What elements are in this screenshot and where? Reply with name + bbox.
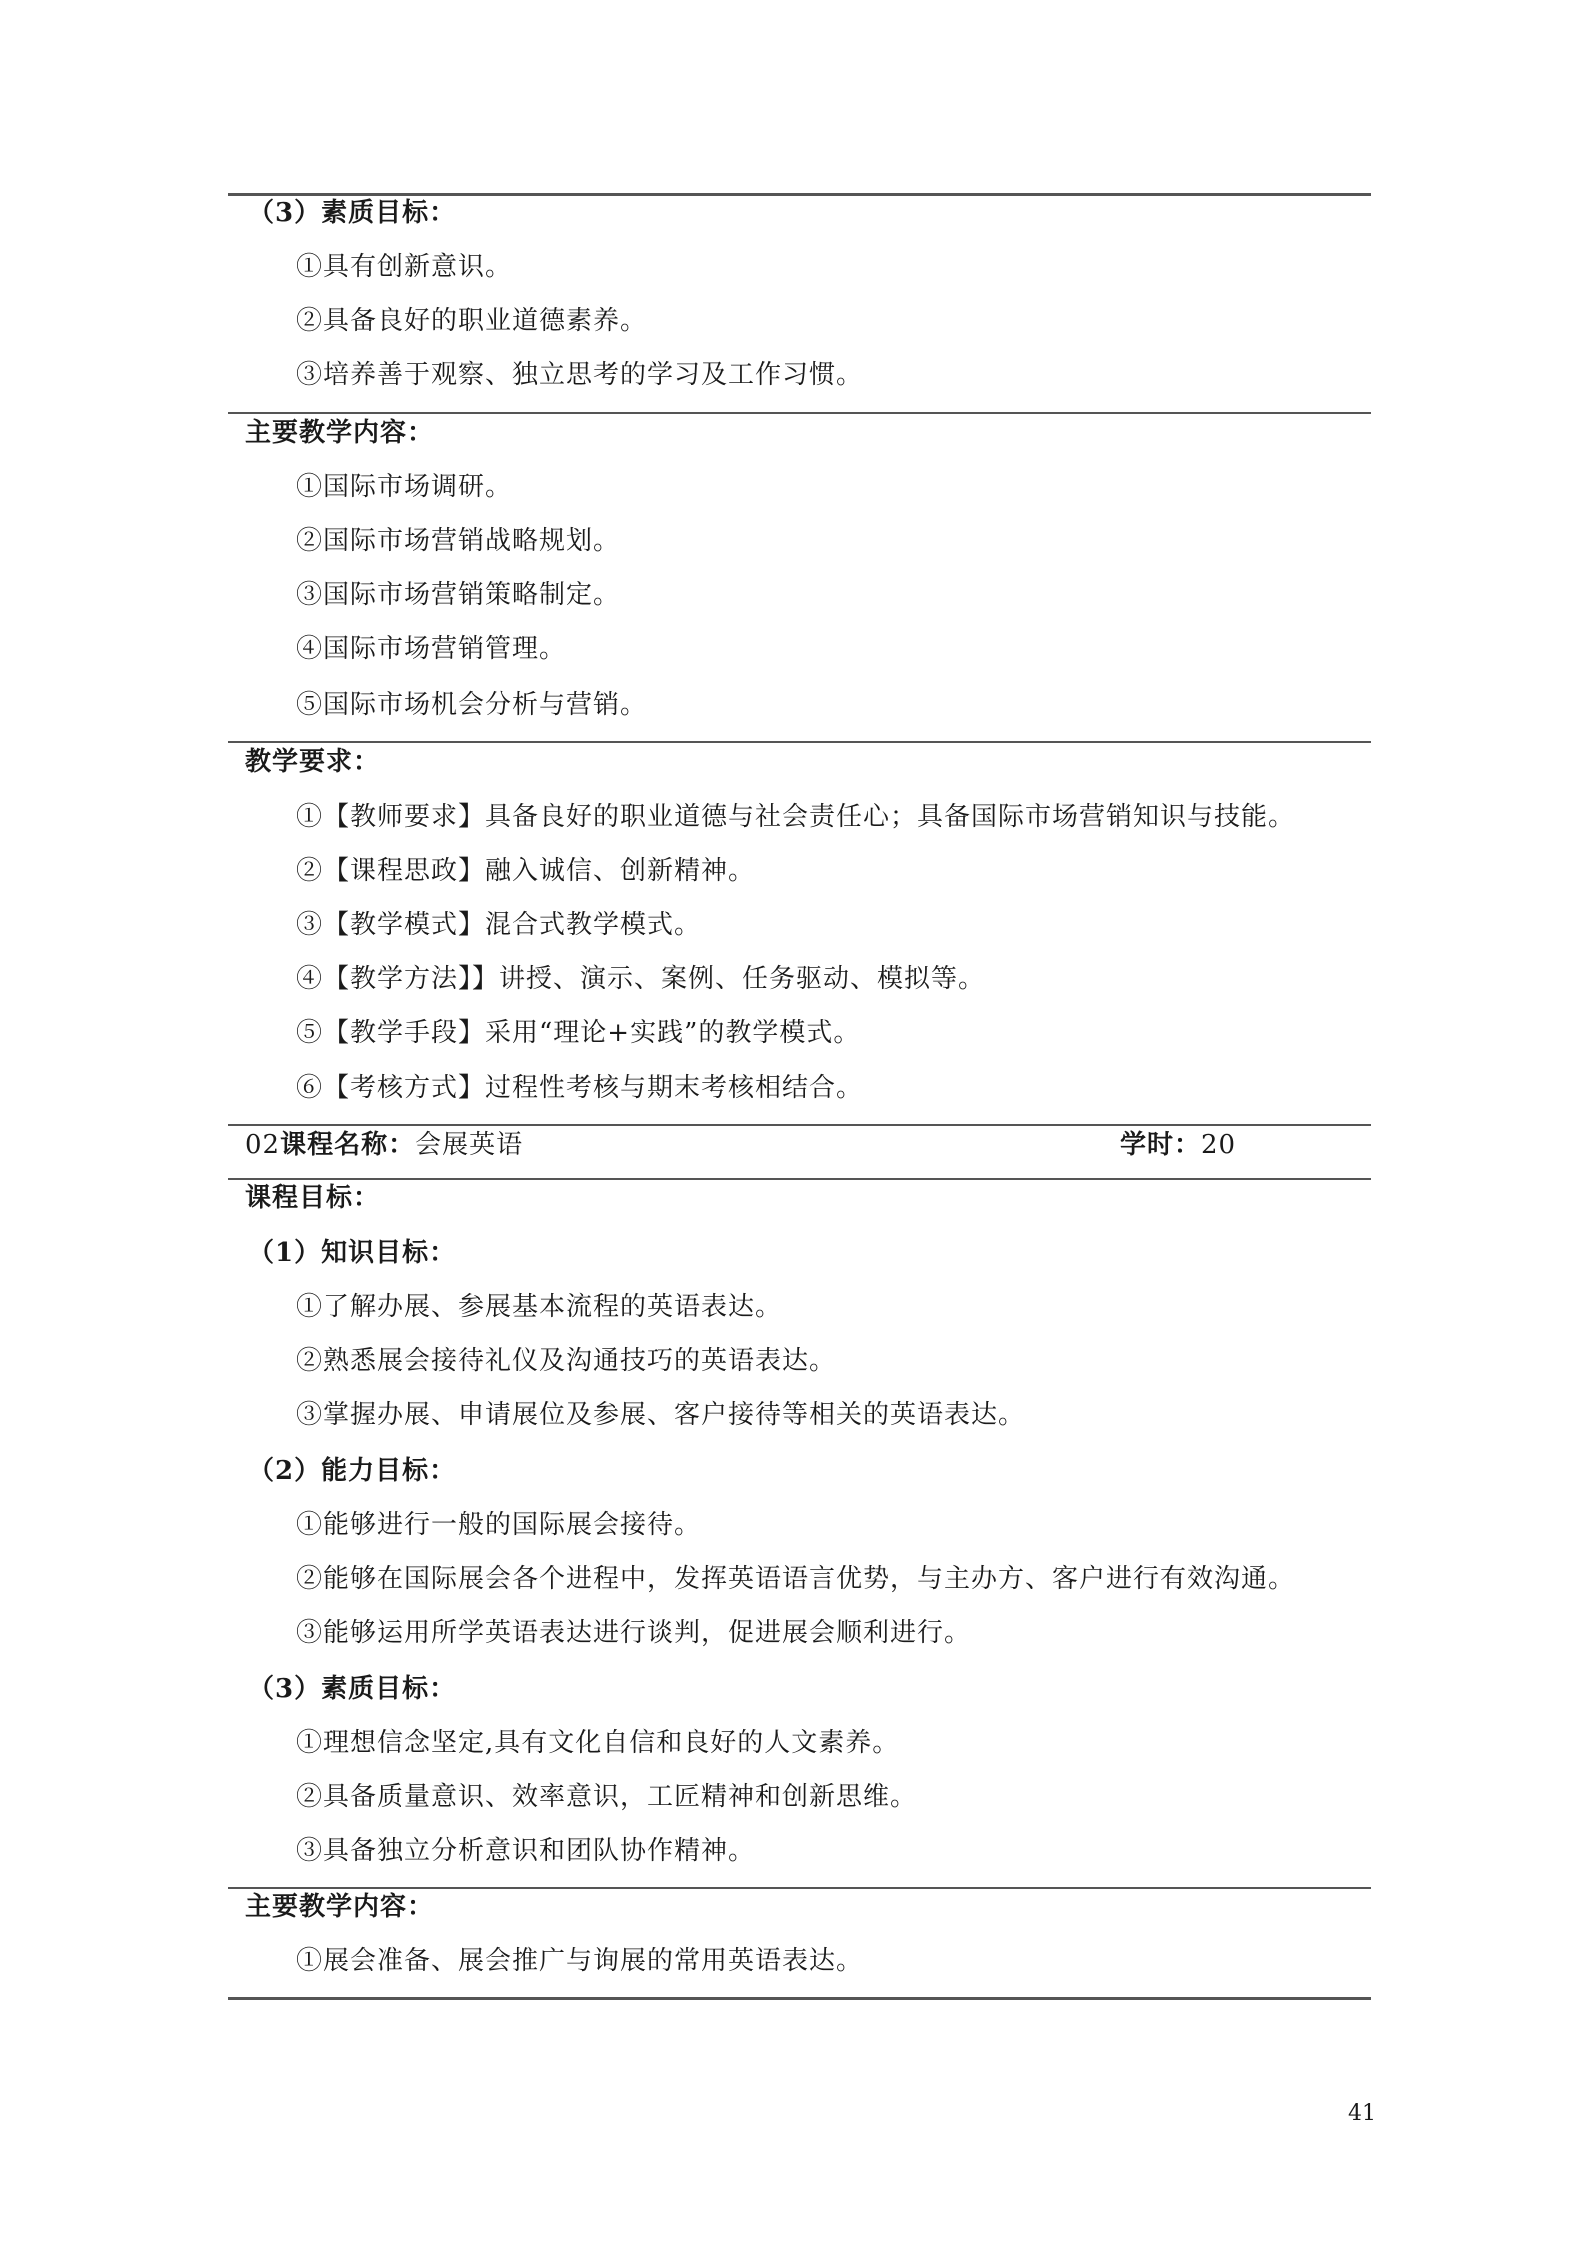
course-name: 会展英语 <box>415 1130 524 1160</box>
list-item: ③具备独立分析意识和团队协作精神。 <box>296 1836 756 1866</box>
page-number: 41 <box>1348 2101 1376 2126</box>
teaching-content-title: 主要教学内容： <box>245 418 435 448</box>
list-item: ①国际市场调研。 <box>296 472 513 502</box>
course-name-label: 课程名称： <box>280 1130 416 1160</box>
list-item: ③能够运用所学英语表达进行谈判，促进展会顺利进行。 <box>296 1618 972 1648</box>
list-item: ⑤国际市场机会分析与营销。 <box>296 690 648 720</box>
course-hours-label: 学时： <box>1120 1130 1202 1160</box>
list-item: ③掌握办展、申请展位及参展、客户接待等相关的英语表达。 <box>296 1400 1026 1430</box>
list-item: ①理想信念坚定,具有文化自信和良好的人文素养。 <box>296 1728 900 1758</box>
list-item: ②能够在国际展会各个进程中，发挥英语语言优势，与主办方、客户进行有效沟通。 <box>296 1564 1296 1594</box>
list-item: ⑤【教学手段】采用“理论+实践”的教学模式。 <box>296 1018 861 1048</box>
list-item: ①能够进行一般的国际展会接待。 <box>296 1510 702 1540</box>
course-hours-value: 20 <box>1201 1130 1237 1160</box>
quality-goal-title: （3）素质目标： <box>248 1674 457 1704</box>
section-divider <box>228 412 1371 414</box>
list-item: ③国际市场营销策略制定。 <box>296 580 621 610</box>
knowledge-goal-title: （1）知识目标： <box>248 1238 457 1268</box>
list-item: ①了解办展、参展基本流程的英语表达。 <box>296 1292 783 1322</box>
list-item: ②熟悉展会接待礼仪及沟通技巧的英语表达。 <box>296 1346 837 1376</box>
list-item: ④【教学方法】】讲授、演示、案例、任务驱动、模拟等。 <box>296 964 986 994</box>
section-divider <box>228 741 1371 743</box>
quality-goal-title: （3）素质目标： <box>248 198 457 228</box>
list-item: ③培养善于观察、独立思考的学习及工作习惯。 <box>296 360 864 390</box>
course-goal-title: 课程目标： <box>245 1183 381 1213</box>
list-item: ②具备良好的职业道德素养。 <box>296 306 648 336</box>
list-item: ④国际市场营销管理。 <box>296 634 567 664</box>
section-divider <box>228 1124 1371 1126</box>
list-item: ③【教学模式】混合式教学模式。 <box>296 910 702 940</box>
course-header <box>245 1128 523 1162</box>
course-number: 02 <box>245 1130 281 1160</box>
list-item: ①【教师要求】具备良好的职业道德与社会责任心；具备国际市场营销知识与技能。 <box>296 802 1296 832</box>
table-bottom-rule <box>228 1997 1371 2000</box>
list-item: ②国际市场营销战略规划。 <box>296 526 621 556</box>
list-item: ⑥【考核方式】过程性考核与期末考核相结合。 <box>296 1073 864 1103</box>
list-item: ②【课程思政】融入诚信、创新精神。 <box>296 856 756 886</box>
section-divider <box>228 1887 1371 1889</box>
section-divider <box>228 1178 1371 1180</box>
list-item: ①展会准备、展会推广与询展的常用英语表达。 <box>296 1946 864 1976</box>
teaching-content-title: 主要教学内容： <box>245 1892 435 1922</box>
teaching-requirements-title: 教学要求： <box>245 747 381 777</box>
course-hours <box>1120 1128 1236 1162</box>
ability-goal-title: （2）能力目标： <box>248 1456 457 1486</box>
list-item: ①具有创新意识。 <box>296 252 513 282</box>
list-item: ②具备质量意识、效率意识，工匠精神和创新思维。 <box>296 1782 918 1812</box>
